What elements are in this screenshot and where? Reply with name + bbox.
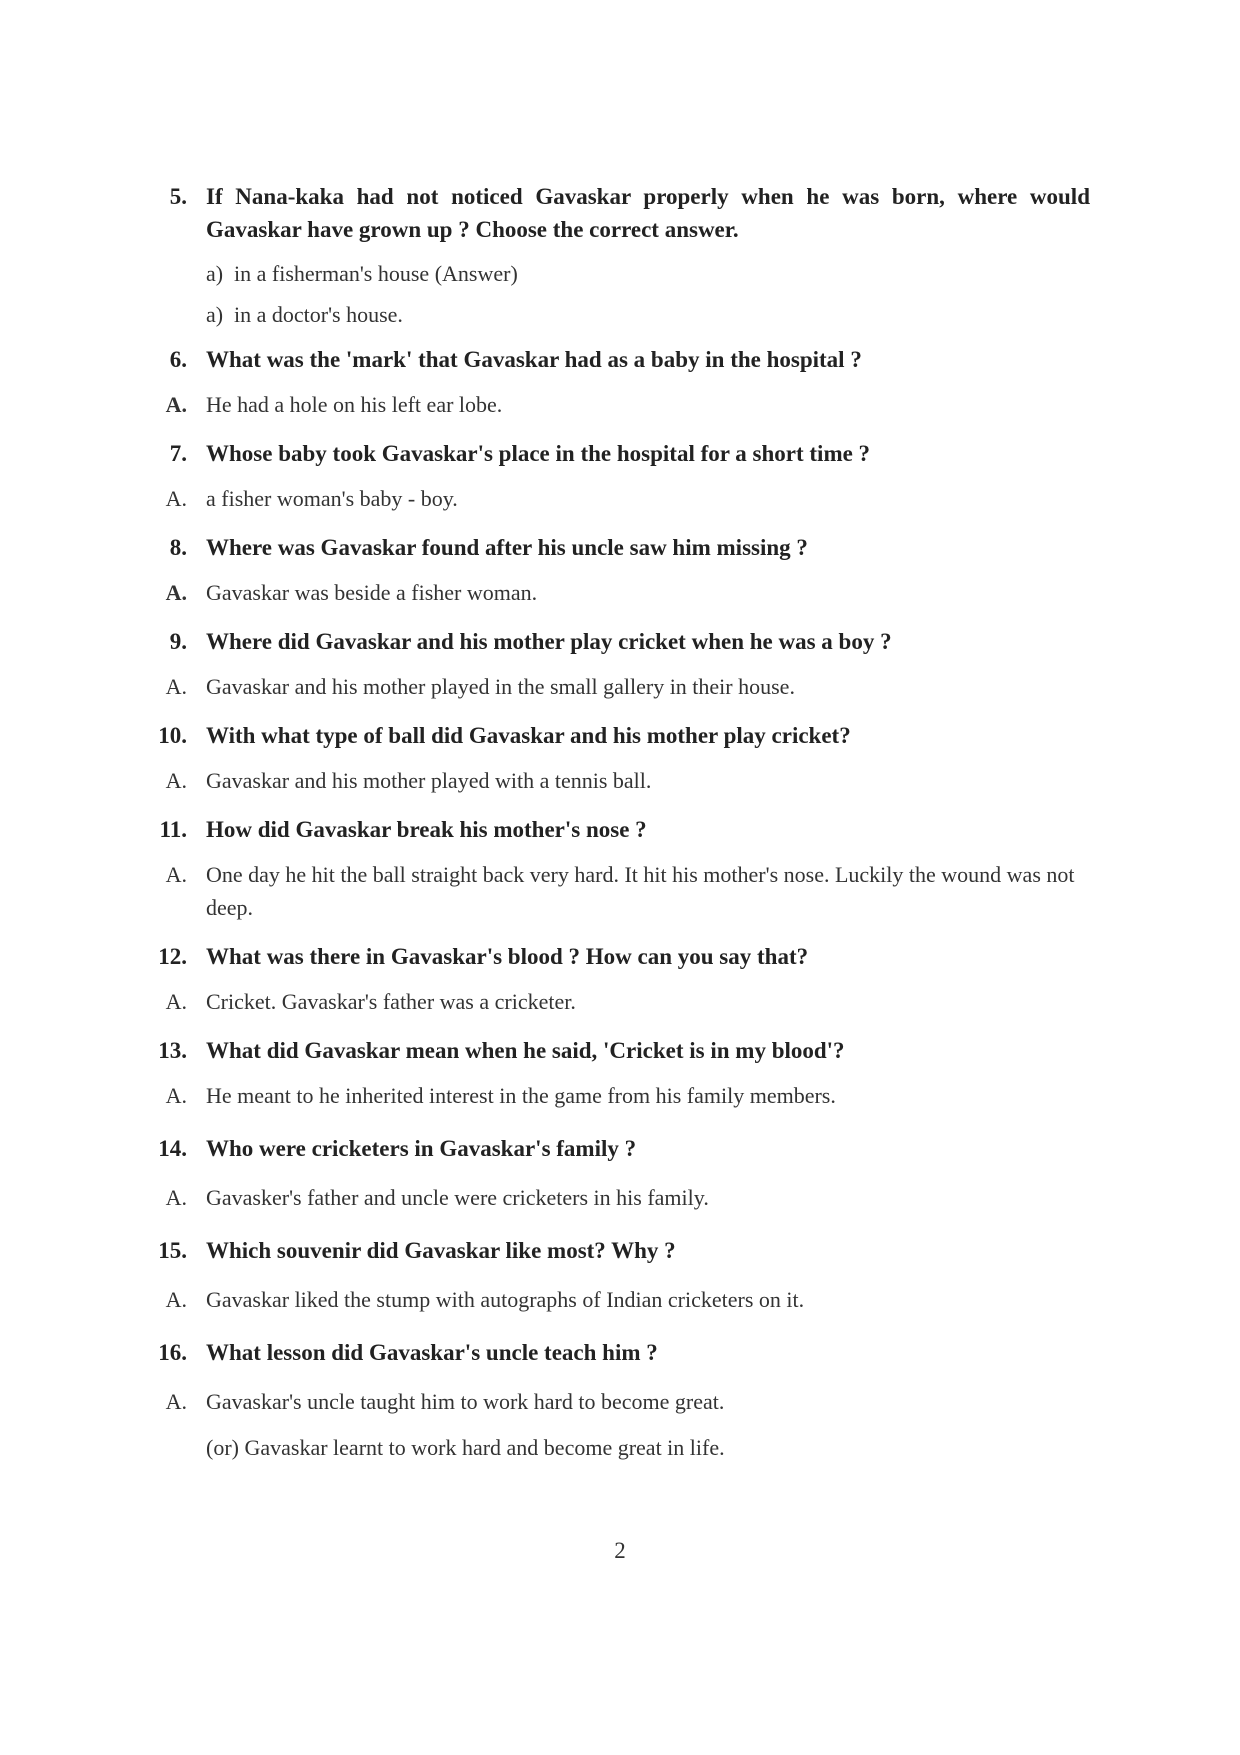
question-8 — [152, 531, 1090, 564]
answer-15 — [152, 1283, 1090, 1316]
answer-text: Gavaskar liked the stump with autographs of Indian cricketers on it. — [206, 1287, 805, 1312]
answer-marker: A. — [165, 1287, 187, 1312]
answer-text: He had a hole on his left ear lobe. — [206, 392, 503, 417]
answer-text: a fisher woman's baby - boy. — [206, 486, 458, 511]
question-text: What was the 'mark' that Gavaskar had as a baby in the hospital ? — [206, 347, 862, 372]
answer-13 — [152, 1079, 1090, 1112]
answer-marker: A. — [165, 674, 187, 699]
qa-list — [152, 180, 1090, 1464]
question-11 — [152, 813, 1090, 846]
option-text: in a fisherman's house (Answer) — [234, 261, 518, 286]
answer-text: Gavaskar and his mother played with a tennis ball. — [206, 768, 652, 793]
question-text: Where was Gavaskar found after his uncle saw him missing ? — [206, 535, 808, 560]
answer-11 — [152, 858, 1090, 924]
question-9 — [152, 625, 1090, 658]
answer-marker: A. — [165, 486, 187, 511]
question-number: 10. — [158, 723, 187, 748]
question-13 — [152, 1034, 1090, 1067]
question-number: 11. — [159, 817, 187, 842]
option-text: in a doctor's house. — [234, 302, 403, 327]
answer-16 — [152, 1385, 1090, 1418]
question-number: 14. — [158, 1136, 187, 1161]
question-text: With what type of ball did Gavaskar and his mother play cricket? — [206, 723, 851, 748]
question-number: 7. — [169, 441, 187, 466]
option-label: a) — [206, 261, 224, 286]
answer-12 — [152, 985, 1090, 1018]
option — [152, 257, 1090, 290]
question-number: 13. — [158, 1038, 187, 1063]
answer-16-alternate — [152, 1431, 1090, 1464]
answer-9 — [152, 670, 1090, 703]
answer-6 — [152, 388, 1090, 421]
question-number: 16. — [158, 1340, 187, 1365]
question-6 — [152, 343, 1090, 376]
answer-text: He meant to he inherited interest in the game from his family members. — [206, 1083, 836, 1108]
question-7 — [152, 437, 1090, 470]
question-10 — [152, 719, 1090, 752]
answer-14 — [152, 1181, 1090, 1214]
answer-text: Gavaskar was beside a fisher woman. — [206, 580, 538, 605]
question-text: What was there in Gavaskar's blood ? How can you say that? — [206, 944, 809, 969]
answer-marker: A. — [165, 989, 187, 1014]
answer-7 — [152, 482, 1090, 515]
answer-8 — [152, 576, 1090, 609]
question-text: How did Gavaskar break his mother's nose ? — [206, 817, 647, 842]
answer-marker: A. — [165, 1389, 187, 1414]
answer-marker: A. — [165, 1185, 187, 1210]
question-5 — [152, 180, 1090, 246]
question-text: What lesson did Gavaskar's uncle teach him ? — [206, 1340, 658, 1365]
question-number: 12. — [158, 944, 187, 969]
answer-text: Gavasker's father and uncle were cricketers in his family. — [206, 1185, 709, 1210]
question-number: 5. — [169, 184, 187, 209]
question-15 — [152, 1234, 1090, 1267]
question-number: 8. — [169, 535, 187, 560]
answer-text: Gavaskar and his mother played in the small gallery in their house. — [206, 674, 795, 699]
answer-marker: A. — [165, 862, 187, 887]
question-16 — [152, 1336, 1090, 1369]
answer-text: (or) Gavaskar learnt to work hard and become great in life. — [206, 1435, 725, 1460]
question-text: Who were cricketers in Gavaskar's family ? — [206, 1136, 637, 1161]
answer-marker: A. — [165, 768, 187, 793]
question-number: 9. — [169, 629, 187, 654]
answer-10 — [152, 764, 1090, 797]
option-label: a) — [206, 302, 224, 327]
question-text: Which souvenir did Gavaskar like most? Why ? — [206, 1238, 676, 1263]
answer-marker: A. — [165, 580, 187, 605]
question-text: Whose baby took Gavaskar's place in the hospital for a short time ? — [206, 441, 871, 466]
answer-marker: A. — [165, 1083, 187, 1108]
answer-text: Gavaskar's uncle taught him to work hard to become great. — [206, 1389, 725, 1414]
option — [152, 298, 1090, 331]
question-12 — [152, 940, 1090, 973]
question-number: 6. — [169, 347, 187, 372]
answer-text: One day he hit the ball straight back very hard. It hit his mother's nose. Luckily the wound was not deep. — [206, 862, 1075, 920]
answer-text: Cricket. Gavaskar's father was a cricketer. — [206, 989, 576, 1014]
question-text: If Nana-kaka had not noticed Gavaskar properly when he was born, where would Gavaskar have grown up ? Choose the correct answer. — [206, 184, 1090, 242]
question-number: 15. — [158, 1238, 187, 1263]
question-14 — [152, 1132, 1090, 1165]
question-text: Where did Gavaskar and his mother play cricket when he was a boy ? — [206, 629, 892, 654]
page-number: 2 — [614, 1538, 626, 1563]
answer-marker: A. — [165, 392, 187, 417]
question-text: What did Gavaskar mean when he said, 'Cricket is in my blood'? — [206, 1038, 845, 1063]
